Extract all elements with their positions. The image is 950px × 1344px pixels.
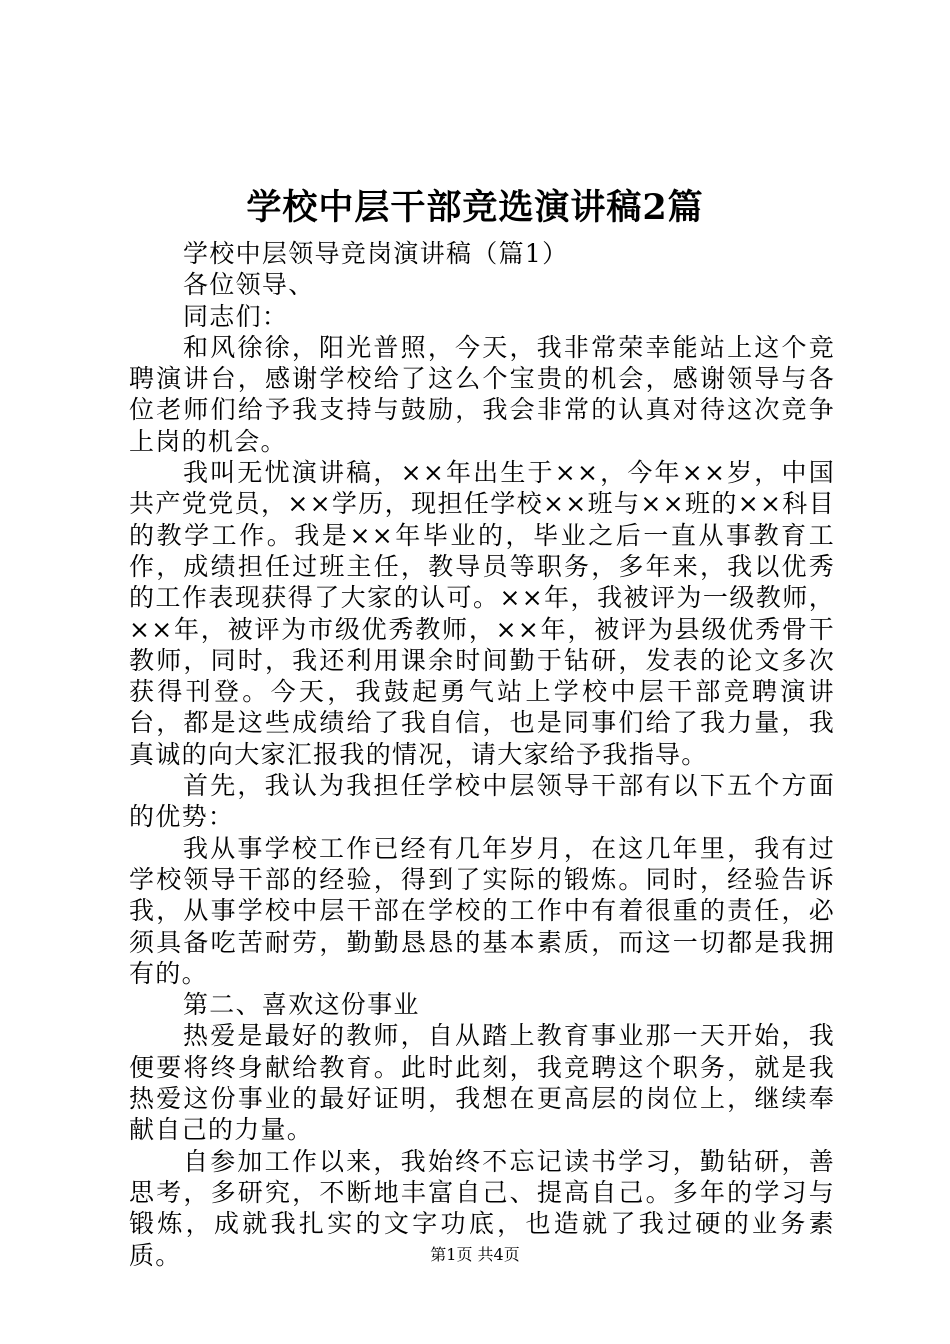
paragraph-salutation-leaders: 各位领导、 xyxy=(183,270,315,300)
paragraph-passion: 热爱是最好的教师，自从踏上教育事业那一天开始，我便要将终身献给教育。此时此刻，我竞聘这个职务，就是我热爱这份事业的最好证明，我想在更高层的岗位上，继续奉献自己的力量。 xyxy=(129,1021,835,1145)
document-title: 学校中层干部竞选演讲稿2篇 xyxy=(246,187,704,228)
paragraph-salutation-comrades: 同志们： xyxy=(183,301,289,331)
paragraph-experience: 我从事学校工作已经有几年岁月，在这几年里，我有过学校领导干部的经验，得到了实际的锻炼。同时，经验告诉我，从事学校中层干部在学校的工作中有着很重的责任，必须具备吃苦耐劳，勤勤恳恳的基本素质，而这一切都是我拥有的。 xyxy=(129,833,835,988)
paragraph-self-introduction: 我叫无忧演讲稿，××年出生于××，今年××岁，中国共产党党员，××学历，现担任学校××班与××班的××科目的教学工作。我是××年毕业的，毕业之后一直从事教育工作，成绩担任过班主任，教导员等职务，多年来，我以优秀的工作表现获得了大家的认可。××年，我被评为一级教师，××年，被评为市级优秀教师，××年，被评为县级优秀骨干教师，同时，我还利用课余时间勤于钻研，发表的论文多次获得刊登。今天，我鼓起勇气站上学校中层干部竞聘演讲台，都是这些成绩给了我自信，也是同事们给了我力量，我真诚的向大家汇报我的情况，请大家给予我指导。 xyxy=(129,458,835,769)
paragraph-subtitle: 学校中层领导竞岗演讲稿（篇1） xyxy=(183,239,569,268)
paragraph-advantages-intro: 首先，我认为我担任学校中层领导干部有以下五个方面的优势： xyxy=(129,771,835,832)
page-footer: 第1页 共4页 xyxy=(430,1245,520,1264)
document-body xyxy=(129,238,835,1271)
paragraph-learning: 自参加工作以来，我始终不忘记读书学习，勤钻研，善思考，多研究，不断地丰富自己、提高自己。多年的学习与锻炼，成就我扎实的文字功底，也造就了我过硬的业务素质。 xyxy=(129,1146,835,1270)
paragraph-heading-second: 第二、喜欢这份事业 xyxy=(183,990,420,1020)
paragraph-opening: 和风徐徐，阳光普照，今天，我非常荣幸能站上这个竞聘演讲台，感谢学校给了这么个宝贵的机会，感谢领导与各位老师们给予我支持与鼓励，我会非常的认真对待这次竞争上岗的机会。 xyxy=(129,332,835,456)
